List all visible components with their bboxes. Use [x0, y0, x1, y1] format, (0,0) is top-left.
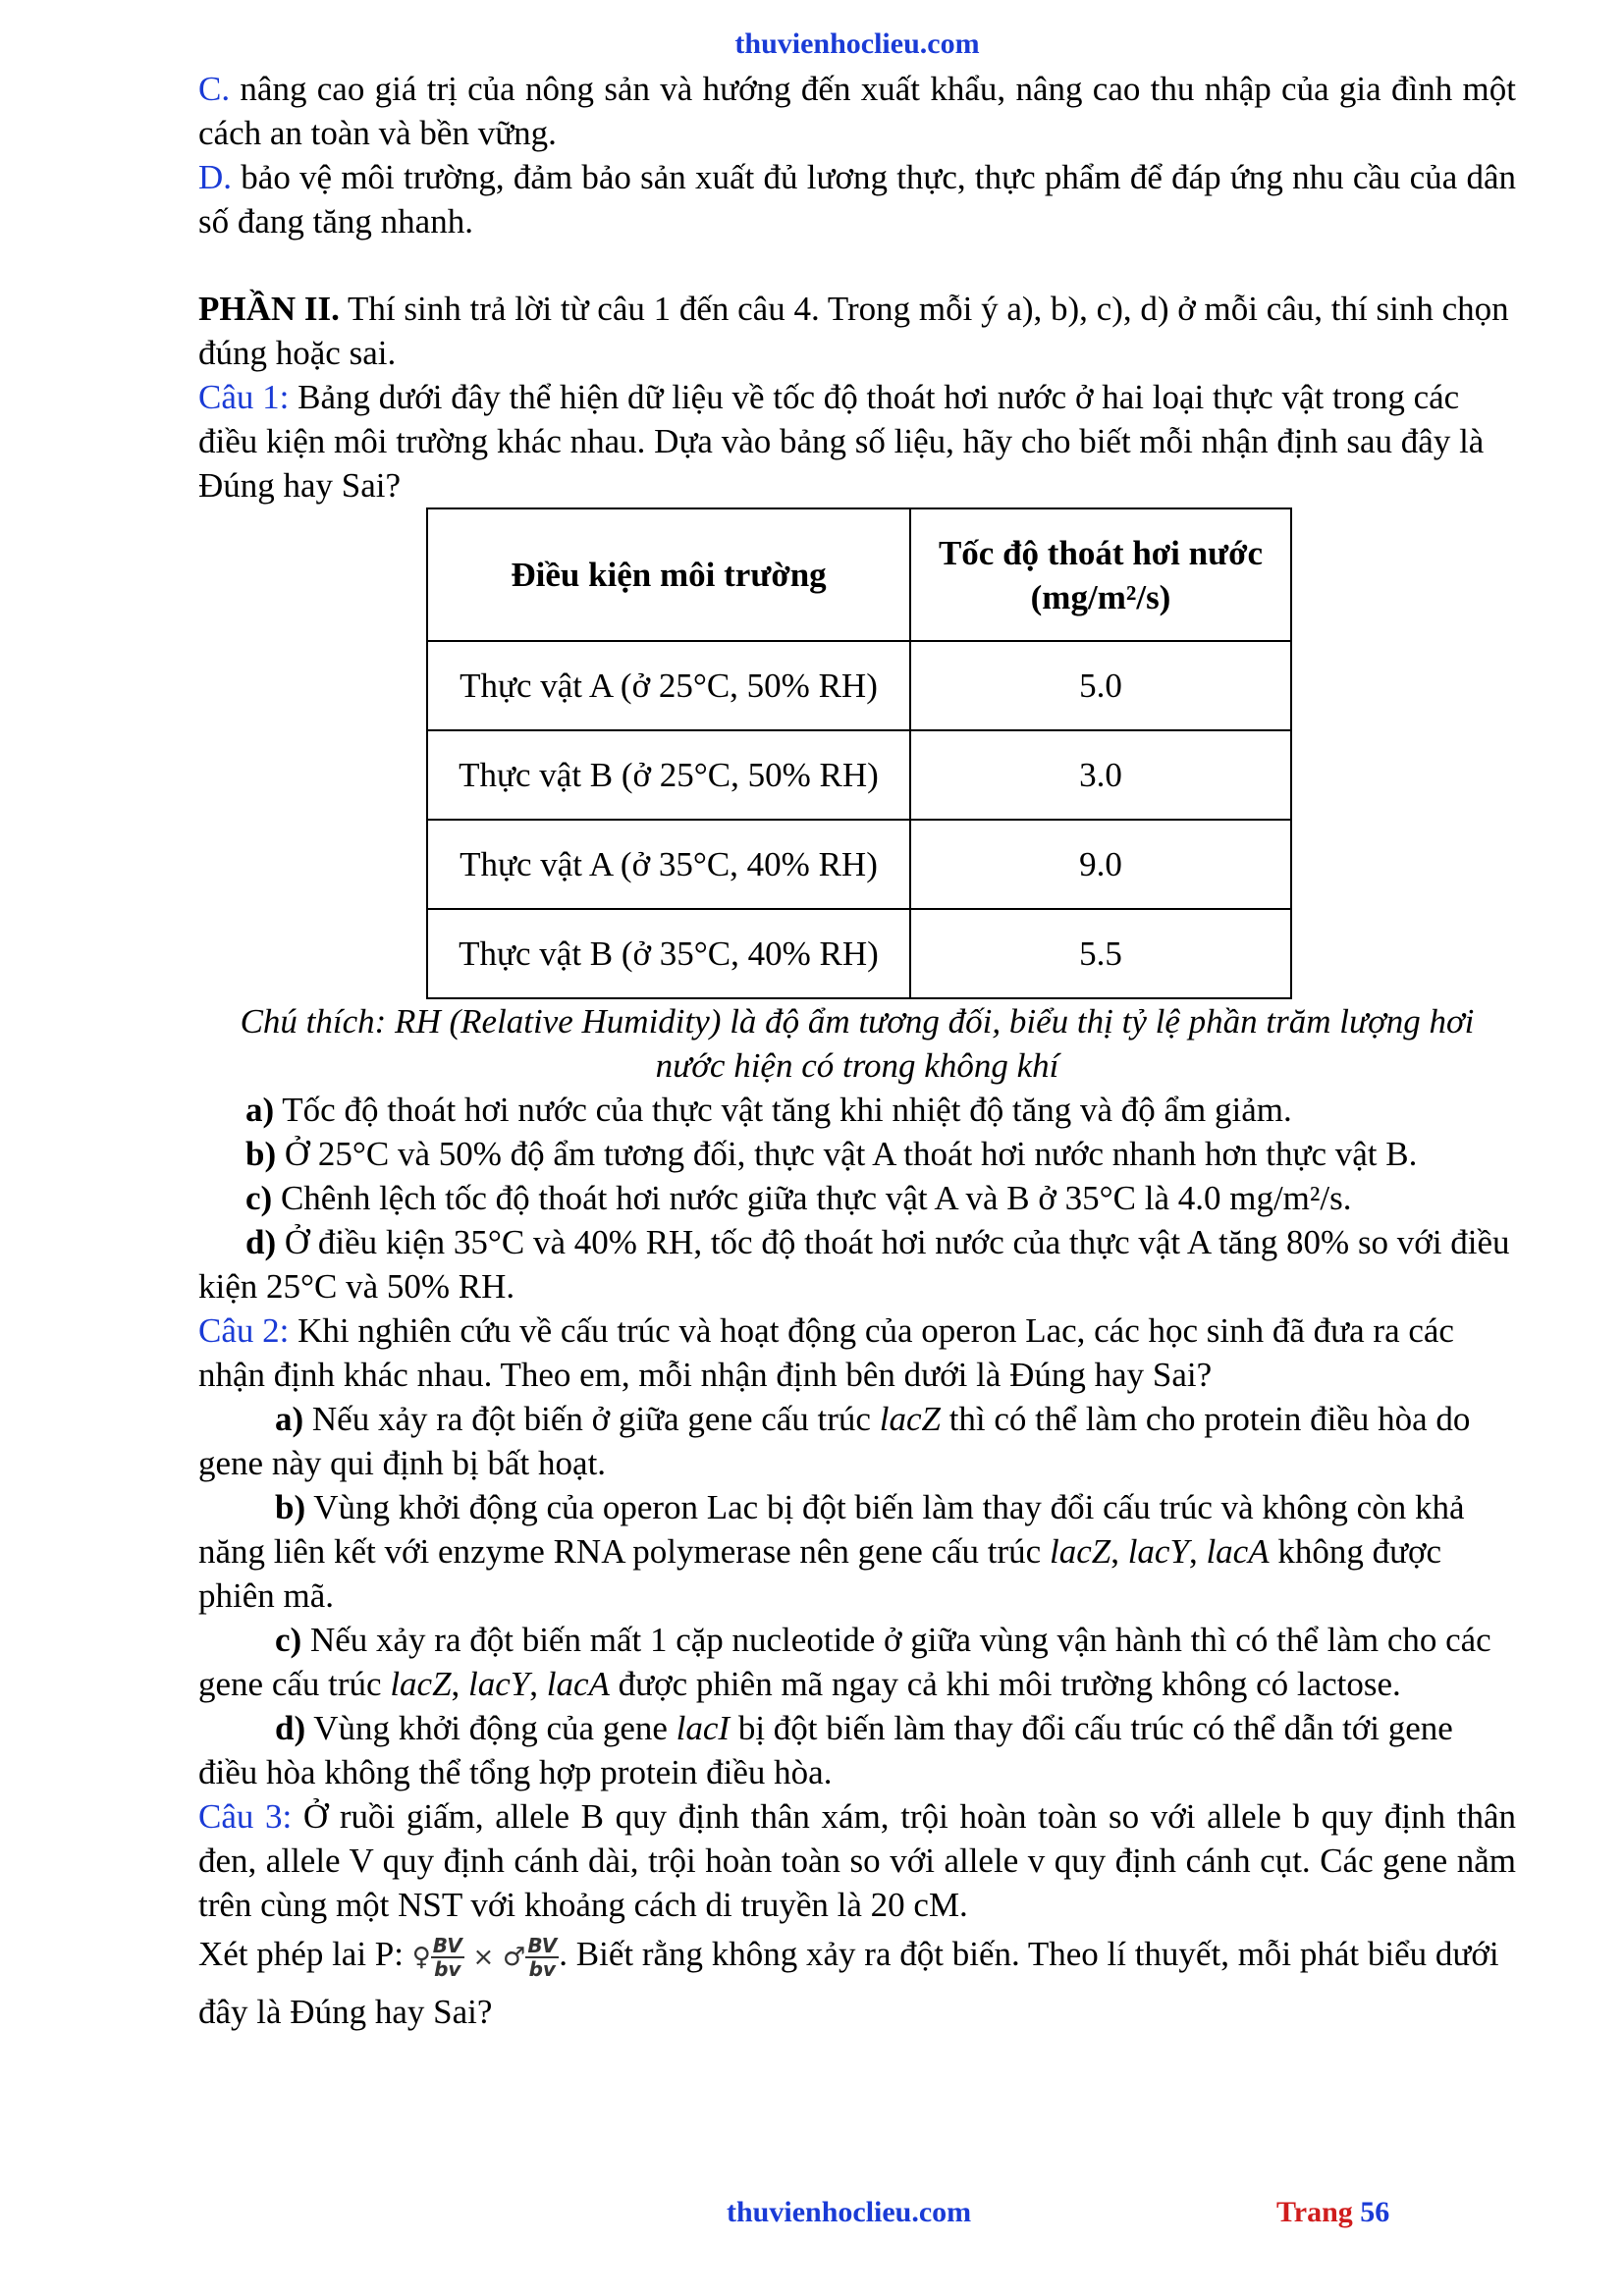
item-text: Tốc độ thoát hơi nước của thực vật tăng khi nhiệt độ tăng và độ ẩm giảm.	[282, 1091, 1292, 1129]
item-key: b)	[245, 1135, 277, 1173]
item-text: Nếu xảy ra đột biến ở giữa gene cấu trúc	[311, 1400, 880, 1438]
part2-intro	[198, 287, 1516, 375]
item-text: bị đột biến làm thay đổi cấu trúc có thể dẫn tới gene điều hòa không thể tổng hợp protein điều hòa.	[198, 1709, 1453, 1791]
table-header-rate: Tốc độ thoát hơi nước (mg/m²/s)	[910, 508, 1291, 641]
table-row	[427, 730, 1291, 820]
q2-label: Câu 2:	[198, 1311, 290, 1350]
separator: ,	[1110, 1532, 1128, 1571]
table-cell-condition: Thực vật B (ở 35°C, 40% RH)	[427, 909, 910, 998]
q2-item-c	[198, 1618, 1516, 1706]
q3-stem	[198, 1794, 1516, 1927]
genotype-numerator: BV	[432, 1933, 462, 1957]
table-header-row	[427, 508, 1291, 641]
option-c-letter: C.	[198, 70, 231, 108]
part2-text: Thí sinh trả lời từ câu 1 đến câu 4. Trong mỗi ý a), b), c), d) ở mỗi câu, thí sinh chọn đúng hoặc sai.	[198, 290, 1509, 372]
gene-name: lacA	[546, 1665, 610, 1703]
gene-name: lacY	[1127, 1532, 1189, 1571]
table-cell-value: 9.0	[910, 820, 1291, 909]
item-key: c)	[275, 1621, 302, 1659]
option-c	[198, 67, 1516, 155]
q3-label: Câu 3:	[198, 1797, 293, 1836]
male-symbol: ♂	[503, 1942, 526, 1972]
q2-item-a	[198, 1397, 1516, 1485]
page-number	[1276, 2196, 1389, 2229]
separator: ,	[1188, 1532, 1207, 1571]
item-text: Ở điều kiện 35°C và 40% RH, tốc độ thoát hơi nước của thực vật A tăng 80% so với điều kiện 25°C và 50% RH.	[198, 1223, 1510, 1306]
table-cell-value: 5.5	[910, 909, 1291, 998]
separator: ,	[529, 1665, 547, 1703]
item-key: a)	[275, 1400, 304, 1438]
q2-text: Khi nghiên cứu về cấu trúc và hoạt động của operon Lac, các học sinh đã đưa ra các nhận định khác nhau. Theo em, mỗi nhận định bên dưới là Đúng hay Sai?	[198, 1311, 1454, 1394]
q2-item-d	[198, 1706, 1516, 1794]
option-d	[198, 155, 1516, 243]
table-header-condition: Điều kiện môi trường	[427, 508, 910, 641]
gene-name: lacZ	[390, 1665, 452, 1703]
option-c-text: nâng cao giá trị của nông sản và hướng đến xuất khẩu, nâng cao thu nhập của gia đình một cách an toàn và bền vững.	[198, 70, 1516, 152]
item-key: d)	[245, 1223, 277, 1261]
page-label: Trang	[1276, 2196, 1353, 2228]
q1-item-a	[198, 1088, 1516, 1132]
cross-symbol: ×	[472, 1942, 495, 1972]
footer-site[interactable]: thuvienhoclieu.com	[727, 2196, 972, 2228]
item-text: Vùng khởi động của operon Lac bị đột biến làm thay đổi cấu trúc và không còn khả năng liên kết với enzyme RNA polymerase nên gene cấu trúc	[198, 1488, 1465, 1571]
genotype-denominator: bv	[528, 1956, 556, 1981]
q1-item-d	[198, 1220, 1516, 1308]
item-key: d)	[275, 1709, 306, 1747]
item-key: a)	[245, 1091, 275, 1129]
spacer	[198, 243, 1516, 287]
item-text: Chênh lệch tốc độ thoát hơi nước giữa thực vật A và B ở 35°C là 4.0 mg/m²/s.	[280, 1179, 1352, 1217]
q1-text: Bảng dưới đây thể hiện dữ liệu về tốc độ thoát hơi nước ở hai loại thực vật trong các điều kiện môi trường khác nhau. Dựa vào bảng số liệu, hãy cho biết mỗi nhận định sau đây là Đúng hay Sai?	[198, 378, 1485, 505]
document-page	[198, 27, 1516, 2040]
table-note: Chú thích: RH (Relative Humidity) là độ ẩm tương đối, biểu thị tỷ lệ phần trăm lượng hơi nước hiện có trong không khí	[240, 1002, 1475, 1085]
table-cell-condition: Thực vật A (ở 25°C, 50% RH)	[427, 641, 910, 730]
table-cell-value: 5.0	[910, 641, 1291, 730]
q1-item-c	[198, 1176, 1516, 1220]
option-d-text: bảo vệ môi trường, đảm bảo sản xuất đủ lương thực, thực phẩm để đáp ứng nhu cầu của dân số đang tăng nhanh.	[198, 158, 1517, 240]
item-text: được phiên mã ngay cả khi môi trường không có lactose.	[609, 1665, 1401, 1703]
genotype-numerator: BV	[527, 1933, 558, 1957]
item-text: Vùng khởi động của gene	[313, 1709, 677, 1747]
part2-title: PHẦN II.	[198, 290, 340, 328]
table-cell-condition: Thực vật B (ở 25°C, 50% RH)	[427, 730, 910, 820]
item-text: Ở 25°C và 50% độ ẩm tương đối, thực vật A thoát hơi nước nhanh hơn thực vật B.	[284, 1135, 1418, 1173]
table-row	[427, 909, 1291, 998]
gene-name: lacZ	[1049, 1532, 1111, 1571]
gene-name: lacA	[1206, 1532, 1270, 1571]
q3-text: Ở ruồi giấm, allele B quy định thân xám, trội hoàn toàn so với allele b quy định thân đen, allele V quy định cánh dài, trội hoàn toàn so với allele v quy định cánh cụt. Các gene nằm trên cùng một NST với khoảng cách di truyền là 20 cM.	[198, 1797, 1517, 1924]
table-cell-value: 3.0	[910, 730, 1291, 820]
gene-name: lacY	[468, 1665, 530, 1703]
table-row	[427, 641, 1291, 730]
q1-stem	[198, 375, 1516, 507]
genotype-male	[525, 1935, 559, 1980]
q1-item-b	[198, 1132, 1516, 1176]
item-text: thì có thể làm cho protein điều hòa do gene này qui định bị bất hoạt.	[198, 1400, 1471, 1482]
transpiration-table	[426, 507, 1292, 999]
option-d-letter: D.	[198, 158, 233, 196]
item-text: Nếu xảy ra đột biến mất 1 cặp nucleotide ở giữa vùng vận hành thì có thể làm cho các gene cấu trúc	[198, 1621, 1491, 1703]
genotype-denominator: bv	[434, 1956, 461, 1981]
item-key: b)	[275, 1488, 306, 1526]
page-footer	[0, 2196, 1624, 2235]
gene-name: lacZ	[879, 1400, 941, 1438]
q1-label: Câu 1:	[198, 378, 290, 416]
item-text: không được phiên mã.	[198, 1532, 1442, 1615]
table-row	[427, 820, 1291, 909]
genotype-female	[431, 1935, 464, 1980]
separator: ,	[451, 1665, 469, 1703]
q2-stem	[198, 1308, 1516, 1397]
female-symbol: ♀	[411, 1942, 431, 1972]
q3-cross	[198, 1927, 1516, 2040]
table-cell-condition: Thực vật A (ở 35°C, 40% RH)	[427, 820, 910, 909]
page-num: 56	[1360, 2196, 1390, 2228]
cross-prefix: Xét phép lai P:	[198, 1935, 412, 1973]
header-site[interactable]: thuvienhoclieu.com	[734, 27, 980, 60]
gene-name: lacI	[676, 1709, 731, 1747]
cross-suffix: . Biết rằng không xảy ra đột biến. Theo lí thuyết, mỗi phát biểu dưới đây là Đúng hay Sai?	[198, 1935, 1499, 2031]
q2-item-b	[198, 1485, 1516, 1618]
item-key: c)	[245, 1179, 273, 1217]
